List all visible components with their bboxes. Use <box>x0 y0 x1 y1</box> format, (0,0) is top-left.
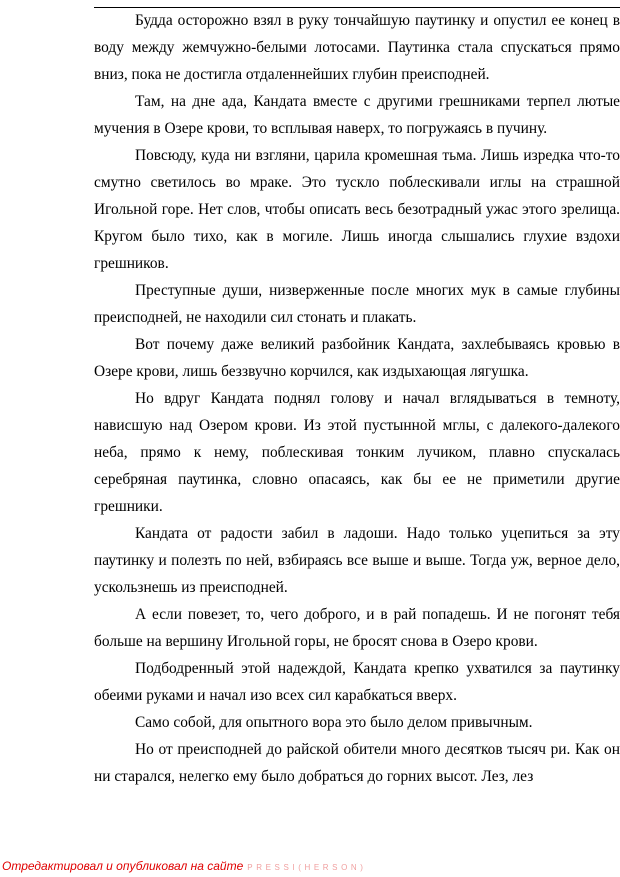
paragraph: Повсюду, куда ни взгляни, царила кромешная тьма. Лишь изредка что-то смутно светилось во мраке. Это тускло поблескивали иглы на страшной Игольной горе. Нет слов, чтобы описать весь безотрадный ужас этого зрелища. Кругом было тихо, как в могиле. Лишь иногда слышались глухие вздохи грешников. <box>94 147 620 272</box>
footer-credit: Отредактировал и опубликовал на сайте <box>2 859 244 873</box>
paragraph: А если повезет, то, чего доброго, и в рай попадешь. И не погонят тебя больше на вершину Игольной горы, не бросят снова в Озеро крови. <box>94 606 620 650</box>
paragraph: Там, на дне ада, Кандата вместе с другими грешниками терпел лютые мучения в Озере крови, то всплывая наверх, то погружаясь в пучину. <box>94 93 620 137</box>
paragraph: Преступные души, низверженные после многих мук в самые глубины преисподней, не находили сил стонать и плакать. <box>94 282 620 326</box>
paragraph: Само собой, для опытного вора это было делом привычным. <box>135 714 533 731</box>
paragraph: Но от преисподней до райской обители много десятков тысяч ри. Как он ни старался, нелегко ему было добраться до горних высот. Лез, лез <box>94 741 620 785</box>
page-text <box>94 7 620 790</box>
footer-site-link[interactable]: PRESSI(HERSON) <box>247 863 367 872</box>
page-footer <box>2 857 367 875</box>
paragraph: Кандата от радости забил в ладоши. Надо только уцепиться за эту паутинку и полезть по ней, взбираясь все выше и выше. Тогда уж, верное дело, ускользнешь из преисподней. <box>94 525 620 596</box>
paragraph: Но вдруг Кандата поднял голову и начал вглядываться в темноту, нависшую над Озером крови. Из этой пустынной мглы, с далекого-далекого неба, прямо к нему, поблескивая тонким лучиком, плавно спускалась серебряная паутинка, словно опасаясь, как бы ее не приметили другие грешники. <box>94 390 620 515</box>
paragraph: Вот почему даже великий разбойник Кандата, захлебываясь кровью в Озере крови, лишь беззвучно корчился, как издыхающая лягушка. <box>94 336 620 380</box>
paragraph: Подбодренный этой надеждой, Кандата крепко ухватился за паутинку обеими руками и начал изо всех сил карабкаться вверх. <box>94 660 620 704</box>
paragraph: Будда осторожно взял в руку тончайшую паутинку и опустил ее конец в воду между жемчужно-белыми лотосами. Паутинка стала спускаться прямо вниз, пока не достигла отдаленнейших глубин преисподней. <box>94 12 620 83</box>
